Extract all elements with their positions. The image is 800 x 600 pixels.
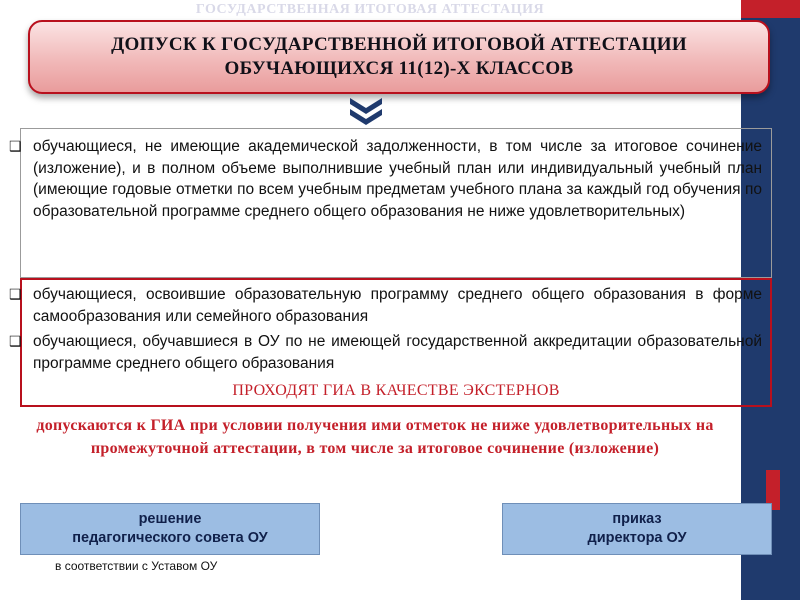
- header-box: [28, 20, 770, 94]
- decision-box-line-1: решение: [138, 511, 202, 527]
- list-item-text: обучающиеся, не имеющие академической задолженности, в том числе за итоговое сочинение (изложение), и в полном объеме выполнившие учебный план или индивидуальный учебный план (имеющие годовые отметки по всем учебным предметам учебного плана за каждый год обучения по образовательной программе среднего общего образования не ниже удовлетворительных): [33, 138, 762, 220]
- order-box: [502, 503, 772, 555]
- header-line-2: ОБУЧАЮЩИХСЯ 11(12)-Х КЛАССОВ: [224, 58, 574, 79]
- header-line-1: ДОПУСК К ГОСУДАРСТВЕННОЙ ИТОГОВОЙ АТТЕСТАЦИИ: [111, 34, 687, 55]
- list-item-text: обучающиеся, обучавшиеся в ОУ по не имеющей государственной аккредитации образовательной программе среднего общего образования: [33, 333, 762, 372]
- decision-box-line-2: педагогического совета ОУ: [72, 530, 268, 546]
- side-stripe: [741, 0, 800, 18]
- bullet-icon: ❑: [9, 138, 22, 154]
- list-item-text: обучающиеся, освоившие образовательную программу среднего общего образования в форме самообразования или семейного образования: [33, 286, 762, 325]
- top-title: ГОСУДАРСТВЕННАЯ ИТОГОВАЯ АТТЕСТАЦИЯ: [195, 2, 545, 17]
- order-box-line-2: директора ОУ: [587, 530, 687, 546]
- charter-note: в соответствии с Уставом ОУ: [55, 559, 218, 573]
- bullet-icon: ❑: [9, 333, 22, 349]
- admission-text: допускаются к ГИА при условии получения ими отметок не ниже удовлетворительных на промежуточной аттестации, в том числе за итоговое сочинение (изложение): [36, 417, 714, 457]
- list-item: [9, 284, 762, 327]
- bullet-icon: ❑: [9, 286, 22, 302]
- list-item: [9, 136, 762, 222]
- double-chevron-down-icon: [347, 96, 385, 128]
- extern-note: ПРОХОДЯТ ГИА В КАЧЕСТВЕ ЭКСТЕРНОВ: [232, 382, 560, 399]
- list-item: [9, 331, 762, 374]
- order-box-line-1: приказ: [612, 511, 662, 527]
- decision-box: [20, 503, 320, 555]
